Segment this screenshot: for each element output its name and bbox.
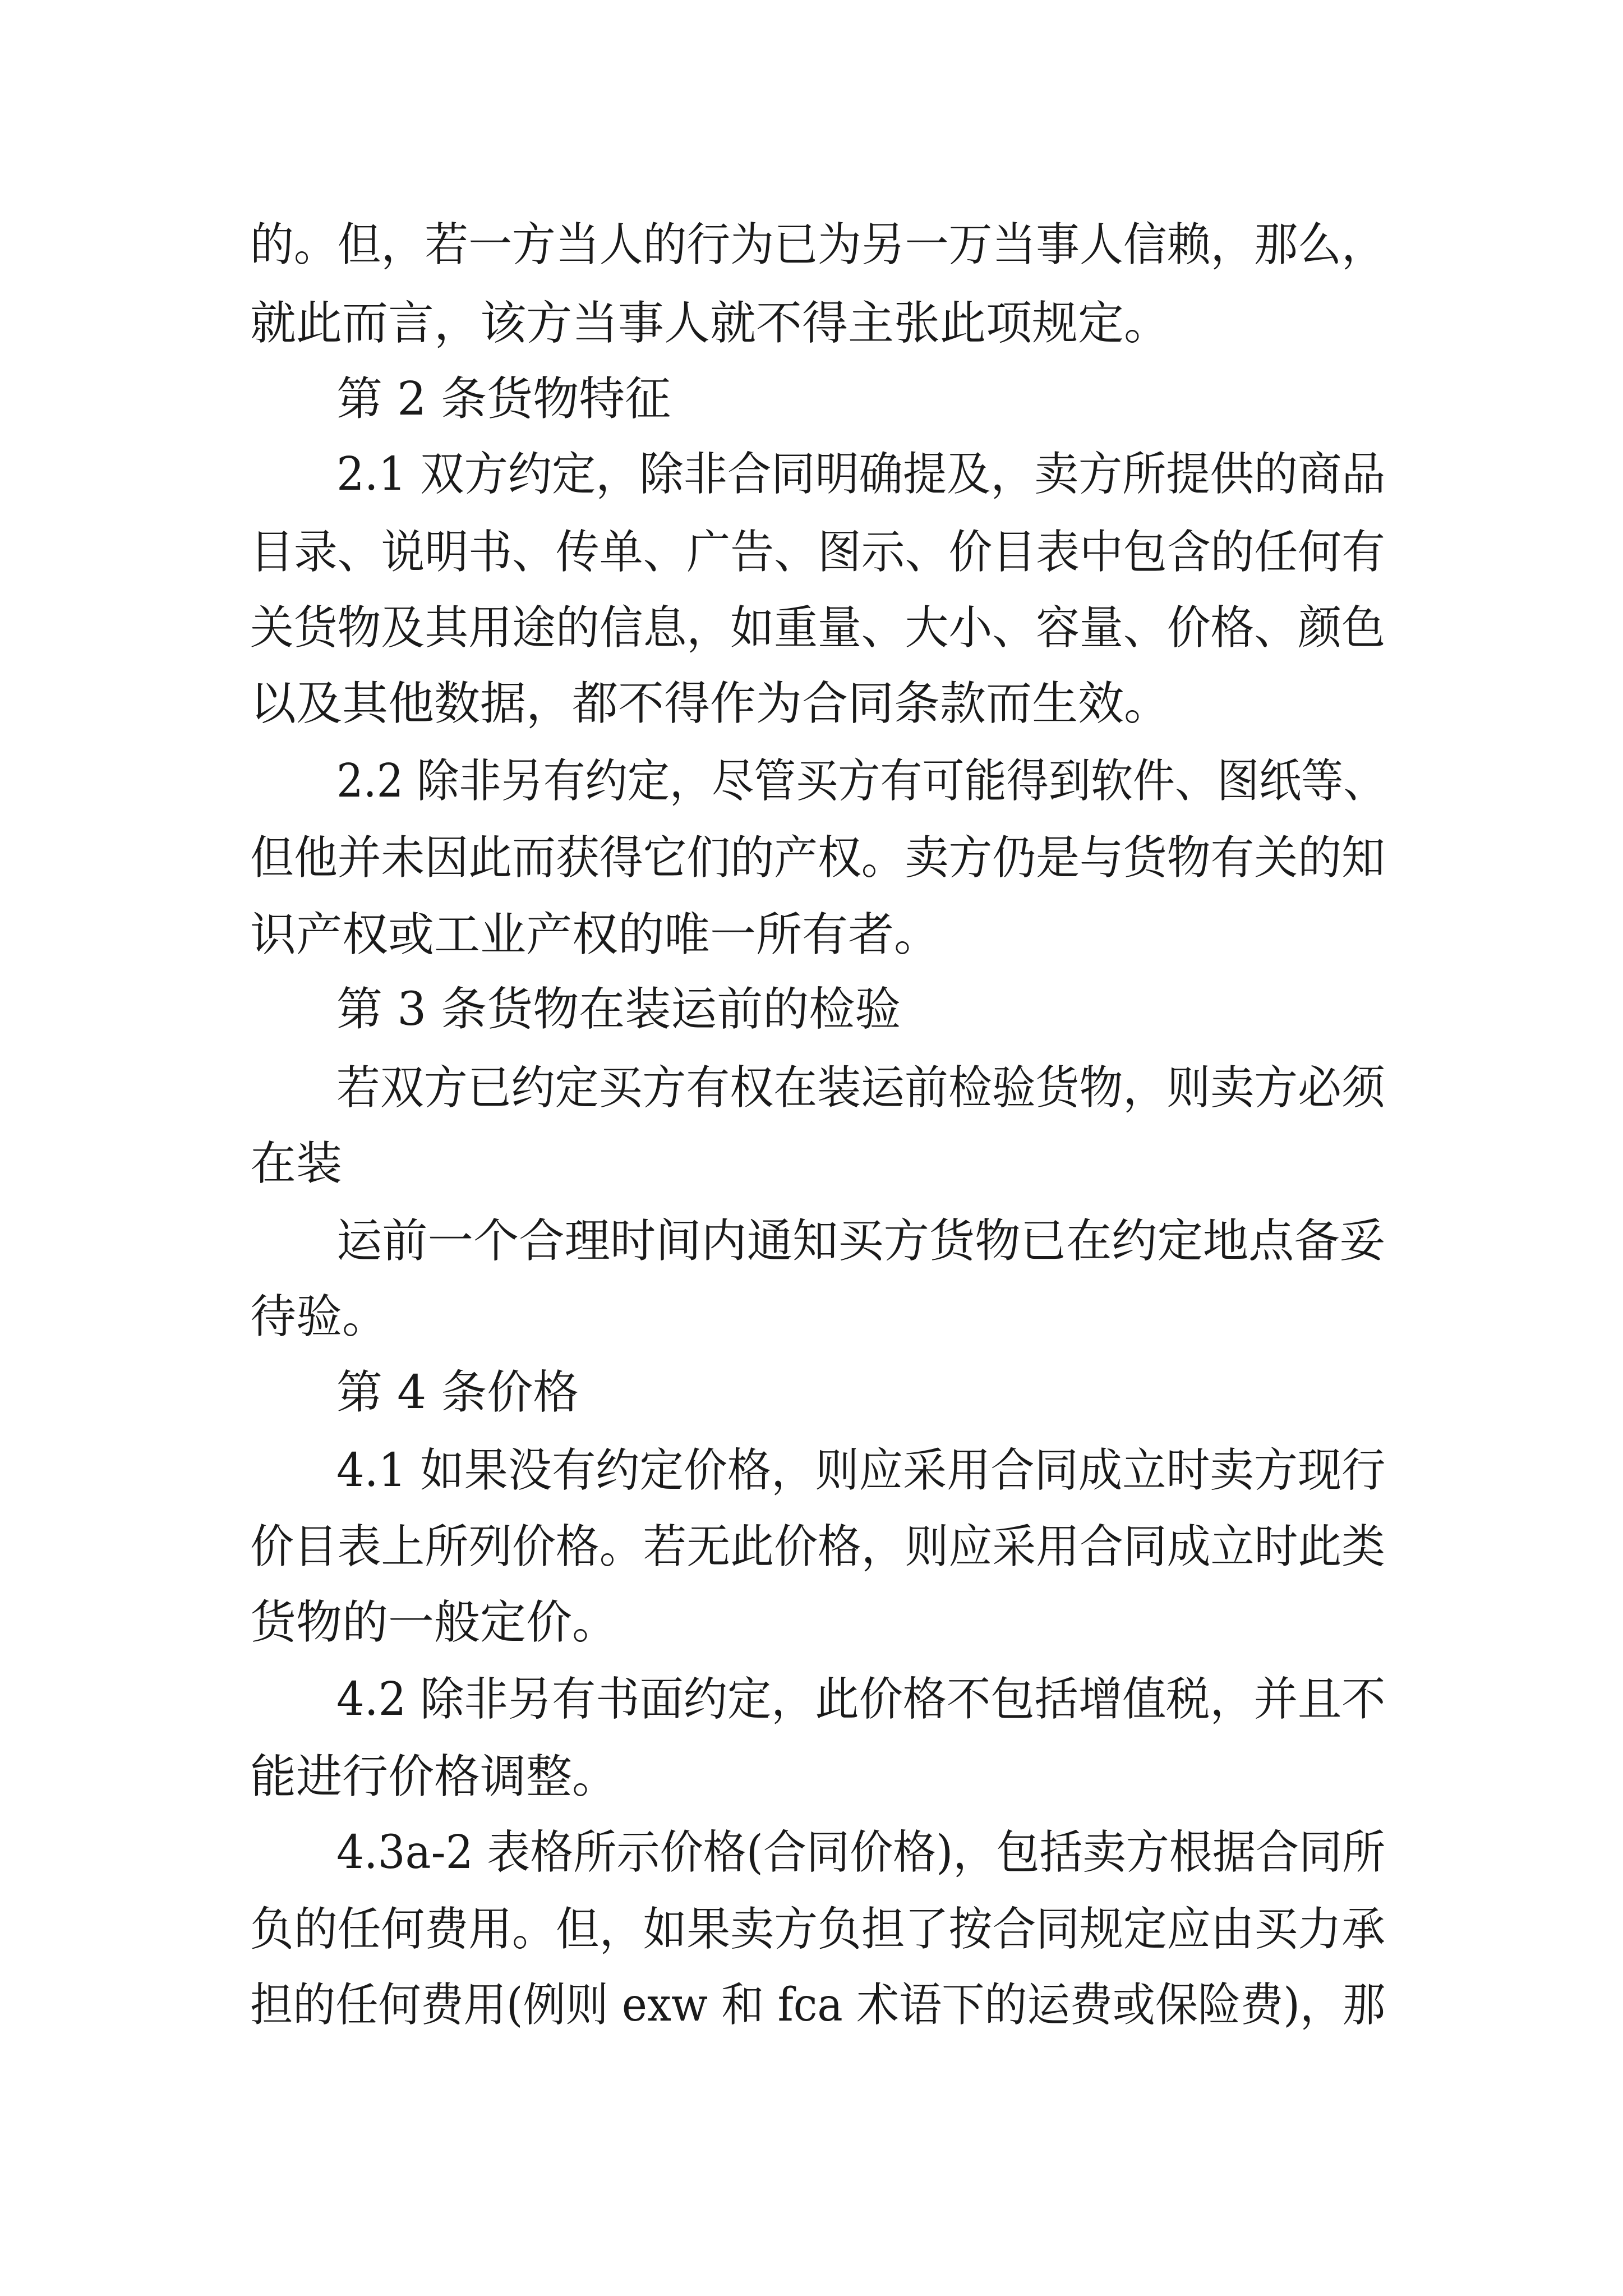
text-line: 目录、说明书、传单、广告、图示、价目表中包含的任何有 [250, 526, 1385, 579]
text-line: 货物的一般定价。 [250, 1596, 619, 1649]
text-line: 4.3a-2 表格所示价格(合同价格)，包括卖方根据合同所 [336, 1826, 1386, 1879]
text-line: 的。但，若一方当人的行为已为另一万当事人信赖，那么， [250, 218, 1385, 272]
text-line: 2.2 除非另有约定，尽管买方有可能得到软件、图纸等、 [336, 754, 1386, 808]
text-line: 4.1 如果没有约定价格，则应采用合同成立时卖方现行 [336, 1444, 1386, 1497]
text-line: 但他并未因此而获得它们的产权。卖方仍是与货物有关的知 [250, 831, 1385, 885]
text-line: 关货物及其用途的信息，如重量、大小、容量、价格、颜色 [250, 601, 1385, 655]
text-line: 2.1 双方约定，除非合同明确提及，卖方所提供的商品 [336, 448, 1386, 501]
text-line: 4.2 除非另有书面约定，此价格不包括增值税，并且不 [336, 1673, 1386, 1726]
text-line: 在装 [250, 1137, 343, 1190]
text-line: 以及其他数据，都不得作为合同条款而生效。 [250, 677, 1170, 730]
text-line: 待验。 [250, 1290, 389, 1343]
section-heading-4: 第 4 条价格 [336, 1366, 579, 1419]
section-heading-3: 第 3 条货物在装运前的检验 [336, 983, 901, 1036]
text-line: 负的任何费用。但，如果卖方负担了按合同规定应由买力承 [250, 1903, 1385, 1956]
text-line: 能进行价格调整。 [250, 1750, 619, 1803]
text-line: 运前一个合理时间内通知买方货物已在约定地点备妥 [336, 1214, 1385, 1268]
text-line: 就此而言，该方当事人就不得主张此项规定。 [250, 297, 1170, 350]
text-line: 识产权或工业产权的唯一所有者。 [250, 908, 940, 961]
text-line: 担的任何费用(例则 exw 和 fca 术语下的运费或保险费)，那 [250, 1978, 1386, 2032]
section-heading-2: 第 2 条货物特征 [336, 372, 671, 426]
text-line: 价目表上所列价格。若无此价格，则应采用合同成立时此类 [250, 1520, 1385, 1573]
text-line: 若双方已约定买方有权在装运前检验货物，则卖方必须 [336, 1061, 1386, 1115]
